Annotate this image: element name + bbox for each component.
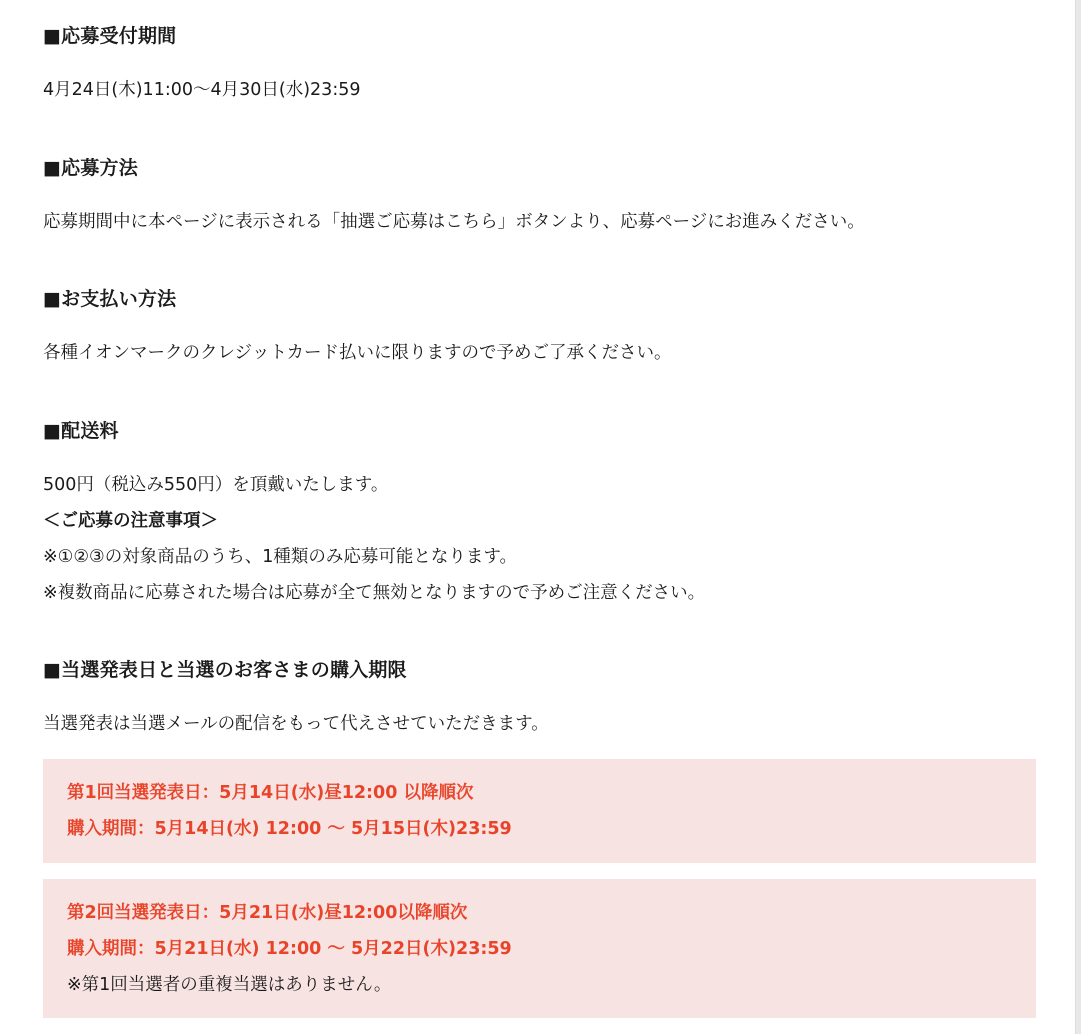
announcement-heading: ■当選発表日と当選のお客さまの購入期限 xyxy=(43,659,407,681)
notes-heading: ＜ご応募の注意事項＞ xyxy=(43,511,218,531)
round2-purchase-period: 購入期間：5月21日(水) 12:00 〜 5月22日(木)23:59 xyxy=(67,939,512,959)
round2-announcement-date: 第2回当選発表日：5月21日(水)昼12:00以降順次 xyxy=(67,903,468,923)
method-heading: ■応募方法 xyxy=(43,157,138,179)
period-heading: ■応募受付期間 xyxy=(43,25,177,47)
vertical-scrollbar[interactable] xyxy=(1075,0,1081,1034)
payment-heading: ■お支払い方法 xyxy=(43,288,177,310)
method-text: 応募期間中に本ページに表示される「抽選ご応募はこちら」ボタンより、応募ページにお進みください。 xyxy=(43,212,865,232)
round2-notice-box xyxy=(43,879,1036,1018)
note-one-type-only: ※①②③の対象商品のうち、1種類のみ応募可能となります。 xyxy=(43,547,517,567)
announcement-text: 当選発表は当選メールの配信をもって代えさせていただきます。 xyxy=(43,714,549,734)
round1-announcement-date: 第1回当選発表日：5月14日(水)昼12:00 以降順次 xyxy=(67,783,474,803)
payment-text: 各種イオンマークのクレジットカード払いに限りますので予めご了承ください。 xyxy=(43,343,672,363)
shipping-heading: ■配送料 xyxy=(43,420,119,442)
round1-notice-box xyxy=(43,759,1036,863)
round1-purchase-period: 購入期間：5月14日(水) 12:00 〜 5月15日(木)23:59 xyxy=(67,819,512,839)
shipping-text: 500円（税込み550円）を頂戴いたします。 xyxy=(43,475,389,495)
period-text: 4月24日(木)11:00〜4月30日(水)23:59 xyxy=(43,80,361,100)
round2-no-duplicate-note: ※第1回当選者の重複当選はありません。 xyxy=(67,975,392,995)
note-multiple-invalid: ※複数商品に応募された場合は応募が全て無効となりますので予めご注意ください。 xyxy=(43,583,706,603)
